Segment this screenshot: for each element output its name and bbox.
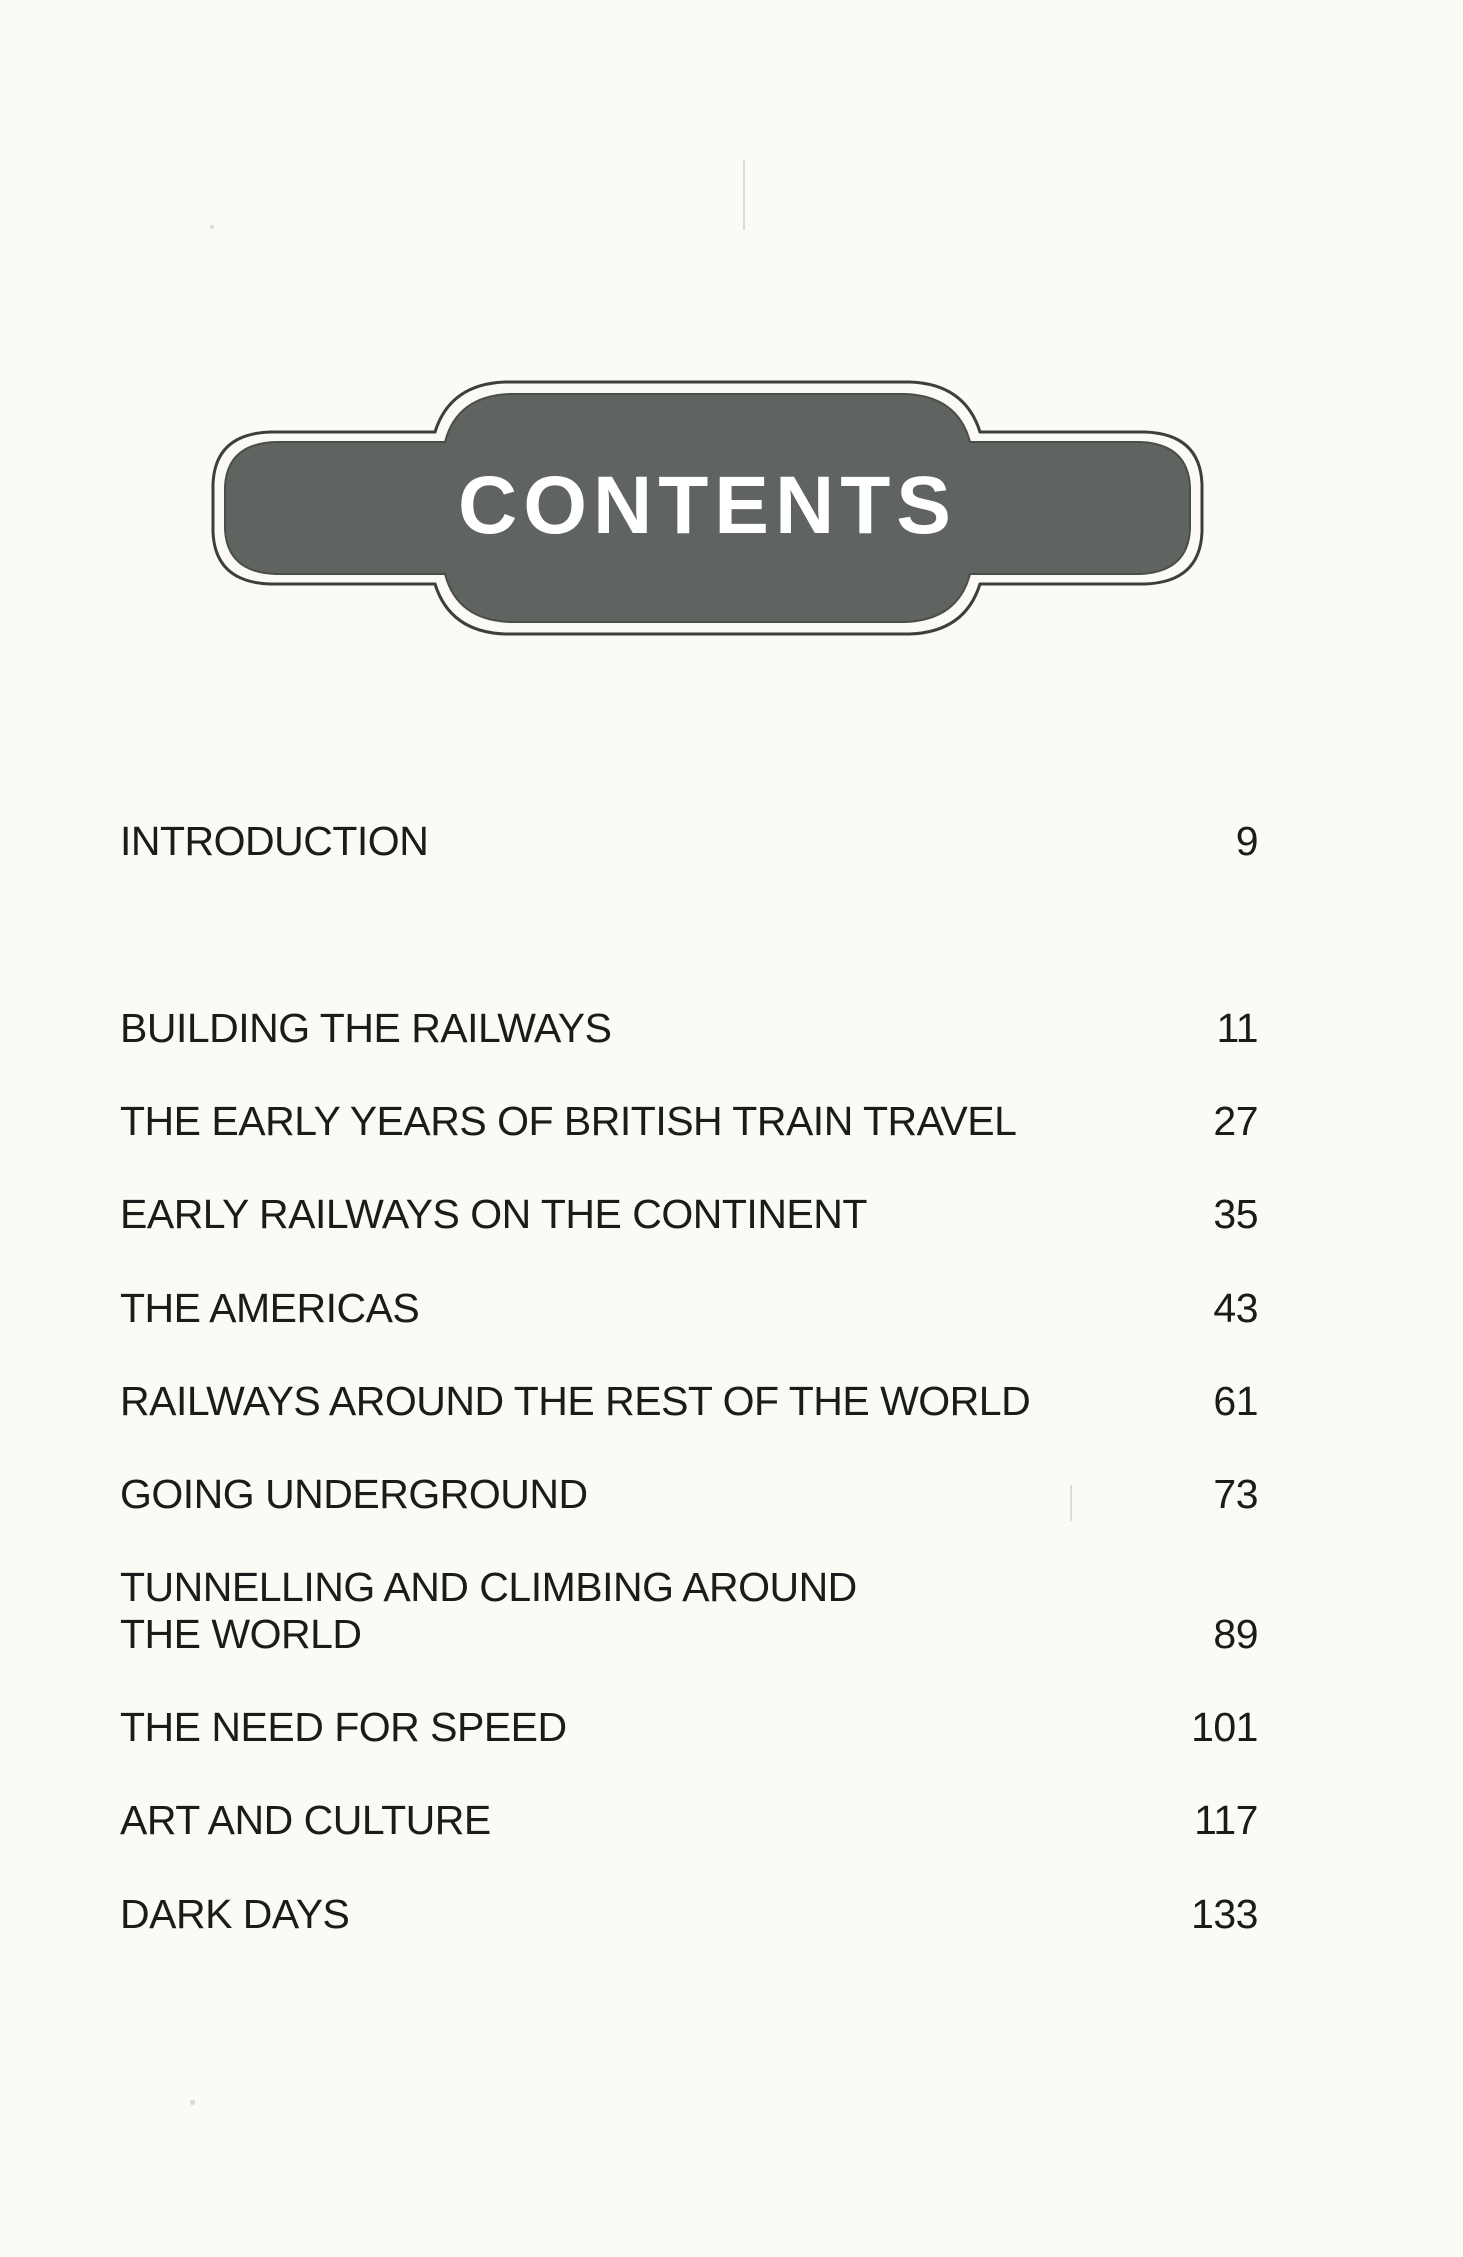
toc-entry-title: INTRODUCTION <box>120 818 429 864</box>
toc-entry <box>120 1191 1258 1238</box>
scan-speck <box>190 2100 195 2105</box>
toc-entry <box>120 1098 1258 1145</box>
toc-entry-page: 43 <box>1213 1284 1258 1331</box>
toc-entry-page: 9 <box>1235 818 1258 864</box>
toc-entry <box>120 1564 1258 1658</box>
toc-entry-page: 27 <box>1213 1098 1258 1145</box>
toc-entry-title: BUILDING THE RAILWAYS <box>120 1005 612 1052</box>
toc-entry-title: EARLY RAILWAYS ON THE CONTINENT <box>120 1191 867 1238</box>
scan-speck <box>210 225 214 229</box>
toc-entry <box>120 1471 1258 1518</box>
toc-entry-title: TUNNELLING AND CLIMBING AROUND THE WORLD <box>120 1563 857 1658</box>
toc-entry-title: THE AMERICAS <box>120 1284 420 1331</box>
toc-entry <box>120 1285 1258 1332</box>
toc-entry-title: DARK DAYS <box>120 1890 350 1937</box>
toc-entry <box>120 1005 1258 1052</box>
toc-entry-title: THE NEED FOR SPEED <box>120 1704 567 1751</box>
toc-entry-page: 61 <box>1213 1377 1258 1424</box>
toc-entry-title: ART AND CULTURE <box>120 1797 491 1844</box>
page-title: CONTENTS <box>458 460 957 551</box>
toc-entry-page: 133 <box>1191 1890 1258 1937</box>
toc-entry-page: 89 <box>1213 1611 1258 1658</box>
toc-entry-page: 35 <box>1213 1191 1258 1238</box>
toc-entry-page: 117 <box>1194 1797 1258 1844</box>
toc-entry-title: GOING UNDERGROUND <box>120 1470 588 1517</box>
toc-entry-title: THE EARLY YEARS OF BRITISH TRAIN TRAVEL <box>120 1098 1017 1145</box>
toc-entry <box>120 1378 1258 1425</box>
table-of-contents <box>120 818 1258 1938</box>
scan-streak <box>743 160 745 230</box>
toc-entry <box>120 1891 1258 1938</box>
toc-entry <box>120 1704 1258 1751</box>
toc-entry <box>120 818 1258 865</box>
toc-entry-page: 73 <box>1213 1470 1258 1517</box>
toc-entry-title: RAILWAYS AROUND THE REST OF THE WORLD <box>120 1377 1031 1424</box>
toc-entry-page: 11 <box>1216 1005 1258 1052</box>
toc-entry-page: 101 <box>1191 1704 1258 1751</box>
toc-entry <box>120 1797 1258 1844</box>
